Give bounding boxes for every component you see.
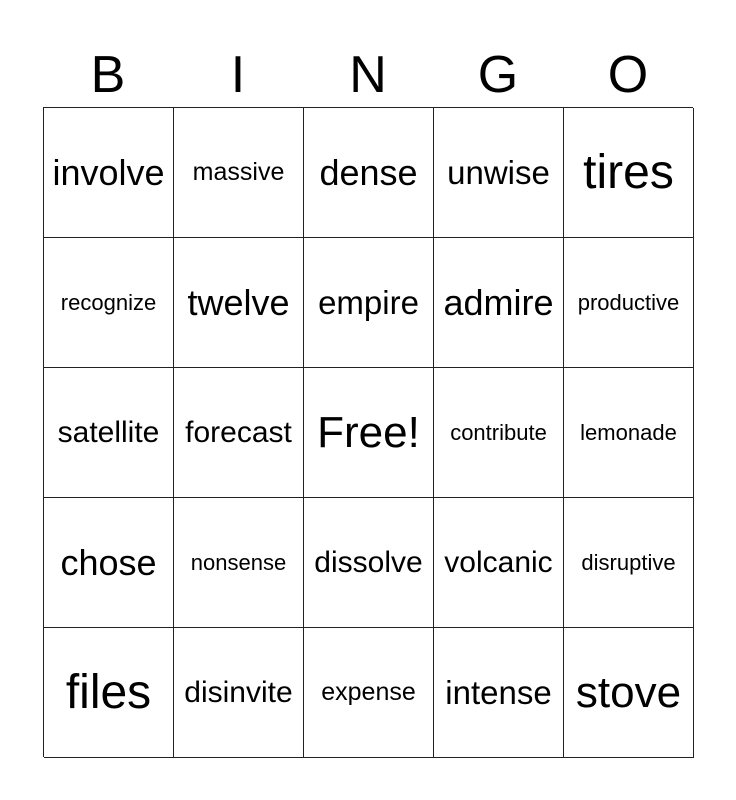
bingo-cell-r4-c5[interactable]: disruptive bbox=[564, 498, 694, 628]
bingo-cell-r3-c1[interactable]: satellite bbox=[44, 368, 174, 498]
bingo-cell-r4-c2[interactable]: nonsense bbox=[174, 498, 304, 628]
bingo-cell-r2-c4[interactable]: admire bbox=[434, 238, 564, 368]
bingo-cell-r5-c1[interactable]: files bbox=[44, 628, 174, 758]
bingo-cell-r4-c3[interactable]: dissolve bbox=[304, 498, 434, 628]
bingo-cell-r2-c1[interactable]: recognize bbox=[44, 238, 174, 368]
bingo-cell-r5-c5[interactable]: stove bbox=[564, 628, 694, 758]
bingo-cell-r4-c1[interactable]: chose bbox=[44, 498, 174, 628]
header-letter-g: G bbox=[477, 46, 519, 104]
bingo-cell-r2-c2[interactable]: twelve bbox=[174, 238, 304, 368]
bingo-header bbox=[43, 44, 693, 106]
bingo-cell-r1-c4[interactable]: unwise bbox=[434, 108, 564, 238]
bingo-cell-r2-c5[interactable]: productive bbox=[564, 238, 694, 368]
header-letter-o: O bbox=[607, 46, 649, 104]
bingo-cell-r2-c3[interactable]: empire bbox=[304, 238, 434, 368]
bingo-cell-r5-c2[interactable]: disinvite bbox=[174, 628, 304, 758]
bingo-cell-r3-c4[interactable]: contribute bbox=[434, 368, 564, 498]
bingo-cell-r3-c5[interactable]: lemonade bbox=[564, 368, 694, 498]
bingo-board bbox=[43, 107, 693, 757]
header-letter-i: I bbox=[230, 46, 246, 104]
bingo-cell-r5-c3[interactable]: expense bbox=[304, 628, 434, 758]
bingo-cell-r1-c3[interactable]: dense bbox=[304, 108, 434, 238]
bingo-cell-r5-c4[interactable]: intense bbox=[434, 628, 564, 758]
header-letter-n: N bbox=[349, 46, 387, 104]
bingo-cell-r3-c3-free-space[interactable]: Free! bbox=[304, 368, 434, 498]
bingo-cell-r1-c2[interactable]: massive bbox=[174, 108, 304, 238]
bingo-cell-r4-c4[interactable]: volcanic bbox=[434, 498, 564, 628]
header-letter-b: B bbox=[90, 46, 126, 104]
bingo-cell-r1-c1[interactable]: involve bbox=[44, 108, 174, 238]
bingo-cell-r1-c5[interactable]: tires bbox=[564, 108, 694, 238]
bingo-cell-r3-c2[interactable]: forecast bbox=[174, 368, 304, 498]
